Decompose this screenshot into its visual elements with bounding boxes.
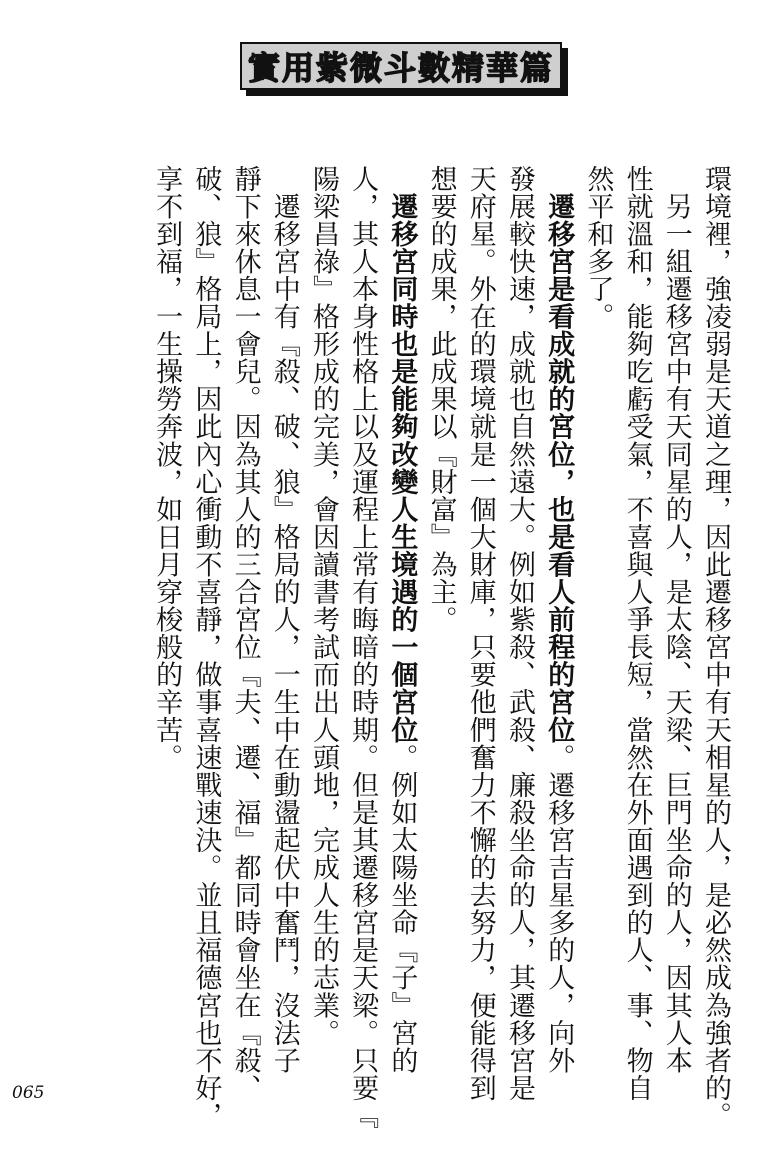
emphasized-text: 遷移宮是看成就的宮位，也是看人前程的宮位: [543, 192, 575, 744]
text-line: 靜下來休息一會兒。因為其人的三合宮位『夫、遷、福』都同時會坐在『殺、: [229, 165, 261, 1102]
text-line: 環境裡，強凌弱是天道之理，因此遷移宮中有天相星的人，是必然成為強者的。: [700, 165, 731, 1130]
text-line: 破、狼』格局上，因此內心衝動不喜靜，做事喜速戰速決。並且福德宮也不好，: [190, 165, 222, 1130]
text-line: 遷移宮中有『殺、破、狼』格局的人，一生中在動盪起伏中奮鬥，沒法子: [268, 165, 300, 1075]
book-title: 實用紫微斗數精華篇: [247, 49, 554, 87]
text-line: 另一組遷移宮中有天同星的人，是太陰、天梁、巨門坐命的人，因其人本: [660, 165, 692, 1075]
text-line: 性就溫和，能夠吃虧受氣，不喜與人爭長短，當然在外面遇到的人、事、物自: [621, 165, 653, 1102]
body-text: [150, 165, 735, 1130]
text-line: 發展較快速，成就也自然遠大。例如紫殺、武殺、廉殺坐命的人，其遷移宮是: [503, 165, 535, 1102]
paragraph: [151, 165, 300, 1129]
header-box: [240, 42, 562, 90]
text-line: 遷移宮是看成就的宮位，也是看人前程的宮位。遷移宮吉星多的人，向外: [543, 192, 575, 1075]
paragraph: [582, 165, 691, 1102]
emphasized-text: 遷移宮同時也是能夠改變人生境遇的一個宮位: [386, 192, 418, 744]
page-number: 065: [12, 1083, 45, 1103]
paragraph: [700, 165, 731, 1129]
text-line: 享不到福，一生操勞奔波，如日月穿梭般的辛苦。: [151, 165, 183, 772]
page-header: [240, 42, 570, 98]
paragraph: [426, 165, 575, 1102]
text-line: 然平和多了。: [582, 165, 614, 331]
text-line: 想要的成果，此成果以『財富』為主。: [425, 165, 457, 634]
text-line: 天府星。外在的環境就是一個大財庫，只要他們奮力不懈的去努力，便能得到: [464, 165, 496, 1102]
text-line: 陽梁昌祿』格形成的完美，會因讀書考試而出人頭地，完成人生的志業。: [307, 165, 339, 1047]
text-line: 人，其人本身性格上以及運程上常有晦暗的時期。但是其遷移宮是天梁。只要『: [347, 165, 379, 1130]
paragraph: [308, 165, 417, 1129]
text-line: 遷移宮同時也是能夠改變人生境遇的一個宮位。例如太陽坐命『子』宮的: [386, 192, 418, 1075]
